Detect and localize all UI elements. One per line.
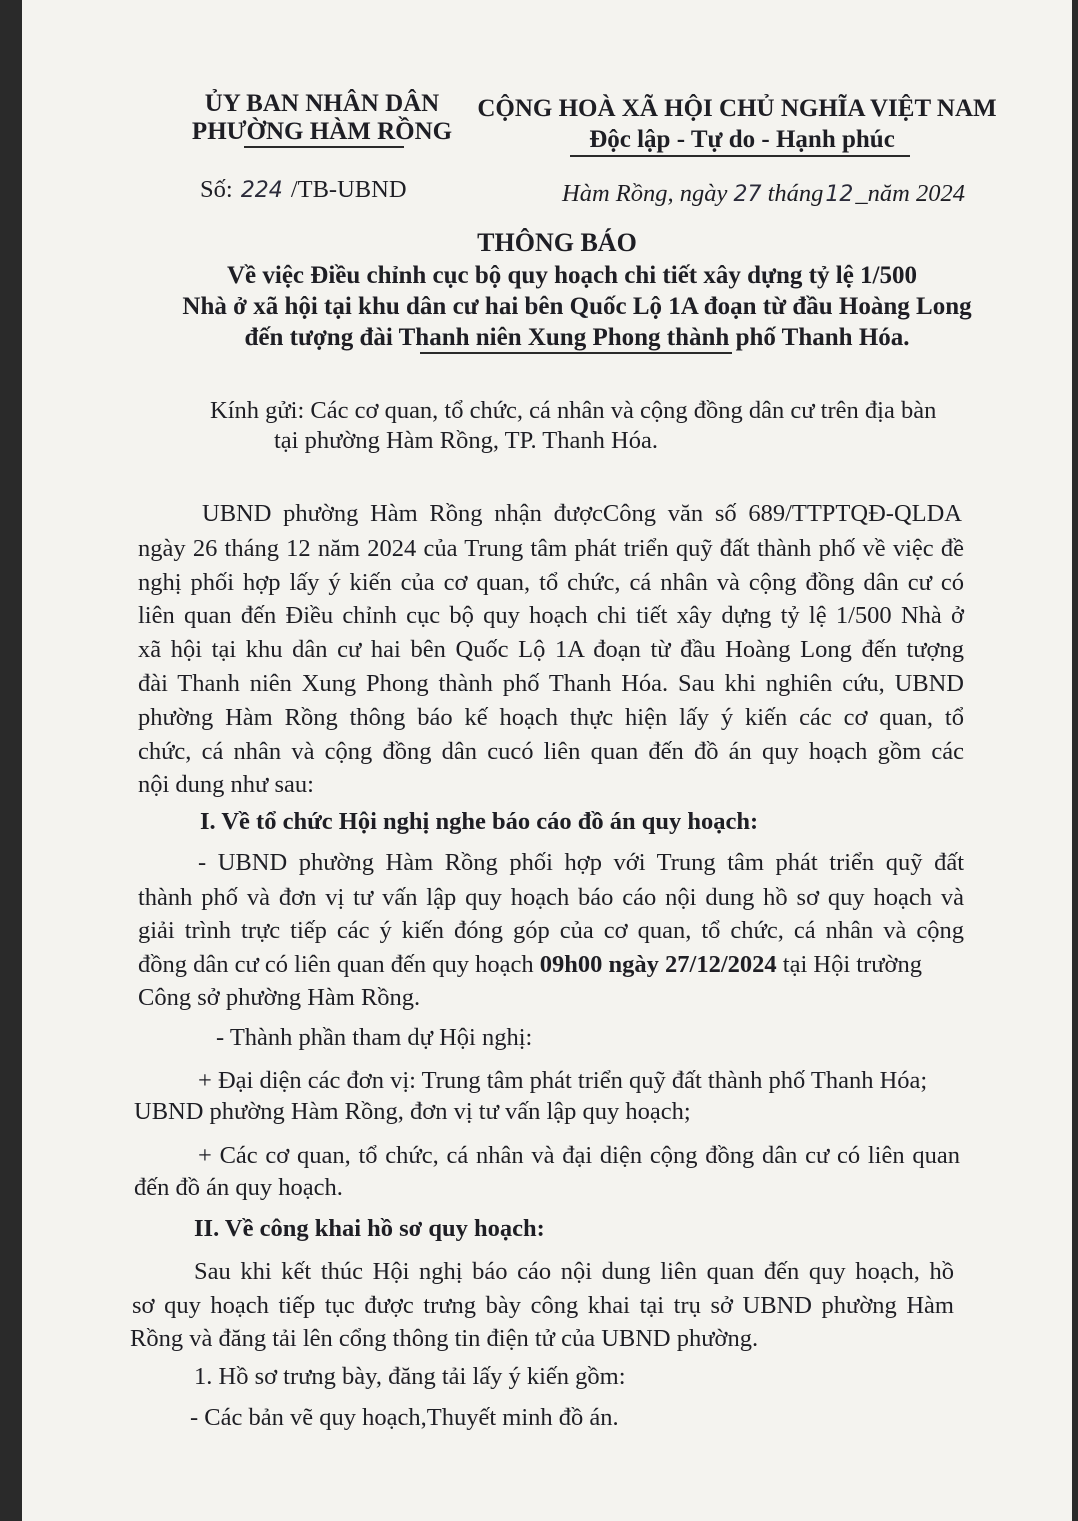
section-1-heading: I. Về tổ chức Hội nghị nghe báo cáo đồ án quy hoạch: (200, 808, 759, 835)
intro-line: chức, cá nhân và cộng đồng dân cucó liên quan đến đồ án quy hoạch gồm các (138, 738, 964, 765)
intro-line: liên quan đến Điều chỉnh cục bộ quy hoạch chi tiết xây dựng tỷ lệ 1/500 Nhà ở (138, 602, 964, 629)
section-2-line: Rồng và đăng tải lên cổng thông tin điện tử của UBND phường. (130, 1325, 759, 1352)
section-1-time-line: đồng dân cư có liên quan đến quy hoạch 09h00 ngày 27/12/2024 tại Hội trường (138, 951, 922, 978)
intro-line: ngày 26 tháng 12 năm 2024 của Trung tâm phát triển quỹ đất thành phố về việc đề (138, 535, 964, 562)
section-2-item-1-sub: - Các bản vẽ quy hoạch,Thuyết minh đồ án. (190, 1404, 619, 1431)
subject-line-2: Nhà ở xã hội tại khu dân cư hai bên Quốc Lộ 1A đoạn từ đầu Hoàng Long (182, 293, 972, 320)
agency-name: ỦY BAN NHÂN DÂN (204, 90, 440, 117)
intro-line: nội dung như sau: (138, 771, 314, 798)
notice-heading: THÔNG BÁO (477, 228, 637, 257)
intro-line: xã hội tại khu dân cư hai bên Quốc Lộ 1A đoạn từ đầu Hoàng Long đến tượng (138, 636, 964, 663)
document-number: Số: 224 /TB-UBND (200, 176, 407, 203)
section-1-line: - UBND phường Hàm Rồng phối hợp với Trung tâm phát triển quỹ đất (198, 849, 964, 876)
subject-line-1: Về việc Điều chỉnh cục bộ quy hoạch chi tiết xây dựng tỷ lệ 1/500 (226, 262, 917, 289)
section-2-line: Sau khi kết thúc Hội nghị báo cáo nội dung liên quan đến quy hoạch, hồ (194, 1258, 954, 1285)
recipient-line-2: tại phường Hàm Rồng, TP. Thanh Hóa. (274, 427, 658, 454)
section-2-line: sơ quy hoạch tiếp tục được trưng bày công khai tại trụ sở UBND phường Hàm (132, 1292, 954, 1319)
day-handwritten: 27 (733, 182, 762, 207)
subject-line-3: đến tượng đài Thanh niên Xung Phong thành phố Thanh Hóa. (244, 324, 910, 351)
participants-label: - Thành phần tham dự Hội nghị: (216, 1024, 533, 1051)
subject-underline (420, 352, 732, 354)
ward-name: PHƯỜNG HÀM RỒNG (191, 118, 453, 145)
section-1-line: thành phố và đơn vị tư vấn lập quy hoạch báo cáo nội dung hồ sơ quy hoạch và (138, 884, 964, 911)
participant-item-1-line-2: UBND phường Hàm Rồng, đơn vị tư vấn lập quy hoạch; (134, 1098, 691, 1125)
intro-line: phường Hàm Rồng thông báo kế hoạch thực hiện lấy ý kiến các cơ quan, tổ (138, 704, 964, 731)
ward-underline (244, 146, 404, 148)
place-date: Hàm Rồng, ngày 27 tháng12_năm 2024 (562, 180, 965, 207)
participant-item-2-line-2: đến đồ án quy hoạch. (134, 1174, 343, 1201)
participant-item-1-line-1: + Đại diện các đơn vị: Trung tâm phát triển quỹ đất thành phố Thanh Hóa; (198, 1067, 928, 1094)
section-2-item-1: 1. Hồ sơ trưng bày, đăng tải lấy ý kiến gồm: (194, 1363, 626, 1390)
document-page (22, 0, 1072, 1521)
motto-underline (570, 155, 910, 157)
recipient-line-1: Kính gửi: Các cơ quan, tổ chức, cá nhân và cộng đồng dân cư trên địa bàn (210, 397, 937, 424)
section-1-line: Công sở phường Hàm Rồng. (138, 984, 421, 1011)
intro-line: đài Thanh niên Xung Phong thành phố Thanh Hóa. Sau khi nghiên cứu, UBND (138, 670, 964, 697)
section-2-heading: II. Về công khai hồ sơ quy hoạch: (194, 1215, 545, 1242)
nation-title: CỘNG HOÀ XÃ HỘI CHỦ NGHĨA VIỆT NAM (477, 95, 997, 122)
number-handwritten: 224 (240, 178, 283, 203)
intro-line: nghị phối hợp lấy ý kiến của cơ quan, tổ chức, cá nhân và cộng đồng dân cư có (138, 569, 964, 596)
intro-line: UBND phường Hàm Rồng nhận đượcCông văn số 689/TTPTQĐ-QLDA (202, 500, 962, 527)
national-motto: Độc lập - Tự do - Hạnh phúc (589, 126, 895, 153)
month-handwritten: 12 (825, 182, 854, 207)
participant-item-2-line-1: + Các cơ quan, tổ chức, cá nhân và đại diện cộng đồng dân cư có liên quan (198, 1142, 960, 1169)
section-1-line: giải trình trực tiếp các ý kiến đóng góp của cơ quan, tổ chức, cá nhân và cộng (138, 917, 964, 944)
meeting-time: 09h00 ngày 27/12/2024 (539, 951, 777, 978)
